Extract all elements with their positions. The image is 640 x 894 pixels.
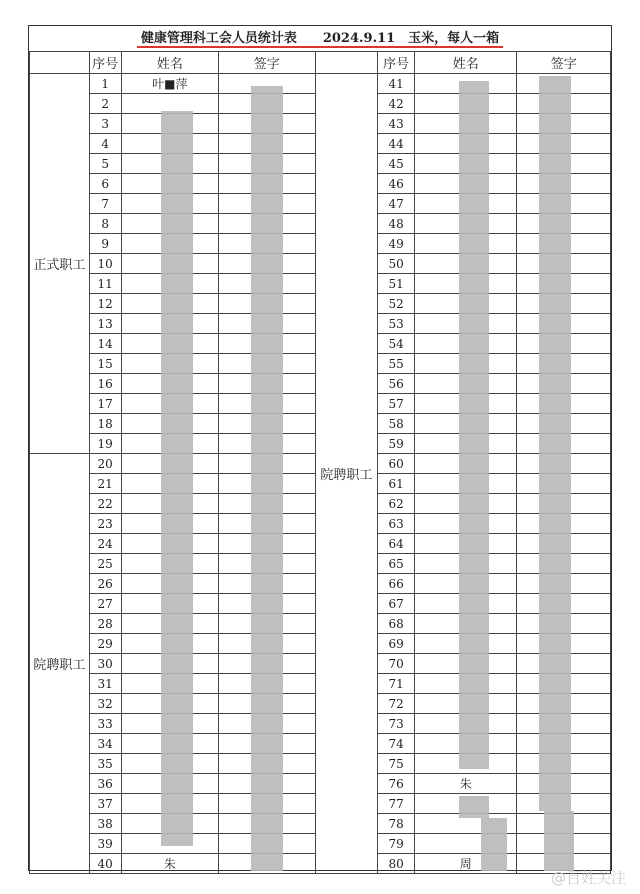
- category-cell: 正式职工: [30, 74, 90, 454]
- row-number: 3: [89, 114, 121, 134]
- no-header: 序号: [378, 52, 415, 74]
- row-number: 73: [378, 714, 415, 734]
- row-number: 6: [89, 174, 121, 194]
- row-number: 76: [378, 774, 415, 794]
- row-number: 21: [89, 474, 121, 494]
- statistics-sheet: [28, 25, 612, 871]
- row-number: 15: [89, 354, 121, 374]
- row-number: 27: [89, 594, 121, 614]
- row-number: 79: [378, 834, 415, 854]
- row-number: 18: [89, 414, 121, 434]
- row-number: 42: [378, 94, 415, 114]
- row-number: 53: [378, 314, 415, 334]
- row-number: 8: [89, 214, 121, 234]
- row-number: 26: [89, 574, 121, 594]
- blank-header: [315, 52, 378, 74]
- row-number: 72: [378, 694, 415, 714]
- name-cell: 叶■萍: [121, 74, 218, 94]
- row-number: 23: [89, 514, 121, 534]
- row-number: 31: [89, 674, 121, 694]
- sheet-title: [29, 26, 611, 52]
- name-cell: 周: [415, 854, 517, 874]
- redaction-block: [539, 76, 571, 811]
- row-number: 25: [89, 554, 121, 574]
- row-number: 20: [89, 454, 121, 474]
- category-cell: 院聘职工: [30, 454, 90, 874]
- row-number: 16: [89, 374, 121, 394]
- row-number: 67: [378, 594, 415, 614]
- name-cell: 朱: [121, 854, 218, 874]
- row-number: 66: [378, 574, 415, 594]
- title-text: 健康管理科工会人员统计表 2024.9.11 玉米，每人一箱: [137, 31, 503, 48]
- row-number: 7: [89, 194, 121, 214]
- row-number: 33: [89, 714, 121, 734]
- row-number: 80: [378, 854, 415, 874]
- row-number: 10: [89, 254, 121, 274]
- sign-header: 签字: [219, 52, 315, 74]
- row-number: 59: [378, 434, 415, 454]
- row-number: 32: [89, 694, 121, 714]
- row-number: 34: [89, 734, 121, 754]
- sign-header: 签字: [517, 52, 611, 74]
- header-row: [30, 52, 611, 74]
- row-number: 56: [378, 374, 415, 394]
- row-number: 52: [378, 294, 415, 314]
- redaction-block: [544, 811, 574, 871]
- row-number: 54: [378, 334, 415, 354]
- row-number: 58: [378, 414, 415, 434]
- row-number: 71: [378, 674, 415, 694]
- row-number: 11: [89, 274, 121, 294]
- row-number: 55: [378, 354, 415, 374]
- row-number: 62: [378, 494, 415, 514]
- row-number: 13: [89, 314, 121, 334]
- name-header: 姓名: [415, 52, 517, 74]
- row-number: 64: [378, 534, 415, 554]
- row-number: 48: [378, 214, 415, 234]
- row-number: 17: [89, 394, 121, 414]
- row-number: 49: [378, 234, 415, 254]
- row-number: 75: [378, 754, 415, 774]
- redaction-block: [161, 111, 193, 846]
- member-table: [29, 51, 611, 874]
- row-number: 28: [89, 614, 121, 634]
- table-row: [30, 74, 611, 94]
- row-number: 40: [89, 854, 121, 874]
- row-number: 2: [89, 94, 121, 114]
- row-number: 70: [378, 654, 415, 674]
- name-header: 姓名: [121, 52, 218, 74]
- row-number: 19: [89, 434, 121, 454]
- row-number: 5: [89, 154, 121, 174]
- row-number: 14: [89, 334, 121, 354]
- row-number: 1: [89, 74, 121, 94]
- row-number: 12: [89, 294, 121, 314]
- row-number: 63: [378, 514, 415, 534]
- row-number: 36: [89, 774, 121, 794]
- category-cell: 院聘职工: [315, 74, 378, 874]
- redaction-block: [459, 81, 489, 769]
- no-header: 序号: [89, 52, 121, 74]
- row-number: 78: [378, 814, 415, 834]
- row-number: 68: [378, 614, 415, 634]
- row-number: 35: [89, 754, 121, 774]
- row-number: 57: [378, 394, 415, 414]
- row-number: 43: [378, 114, 415, 134]
- redaction-block: [459, 796, 489, 818]
- row-number: 46: [378, 174, 415, 194]
- row-number: 30: [89, 654, 121, 674]
- row-number: 77: [378, 794, 415, 814]
- row-number: 65: [378, 554, 415, 574]
- row-number: 50: [378, 254, 415, 274]
- row-number: 61: [378, 474, 415, 494]
- row-number: 39: [89, 834, 121, 854]
- row-number: 41: [378, 74, 415, 94]
- row-number: 37: [89, 794, 121, 814]
- row-number: 74: [378, 734, 415, 754]
- row-number: 51: [378, 274, 415, 294]
- redaction-block: [251, 86, 283, 871]
- row-number: 47: [378, 194, 415, 214]
- row-number: 44: [378, 134, 415, 154]
- row-number: 24: [89, 534, 121, 554]
- redaction-block: [481, 818, 507, 871]
- name-cell: 朱: [415, 774, 517, 794]
- row-number: 29: [89, 634, 121, 654]
- row-number: 4: [89, 134, 121, 154]
- row-number: 60: [378, 454, 415, 474]
- blank-header: [30, 52, 90, 74]
- row-number: 9: [89, 234, 121, 254]
- row-number: 69: [378, 634, 415, 654]
- row-number: 45: [378, 154, 415, 174]
- row-number: 38: [89, 814, 121, 834]
- row-number: 22: [89, 494, 121, 514]
- watermark: @百姓关注: [550, 869, 626, 887]
